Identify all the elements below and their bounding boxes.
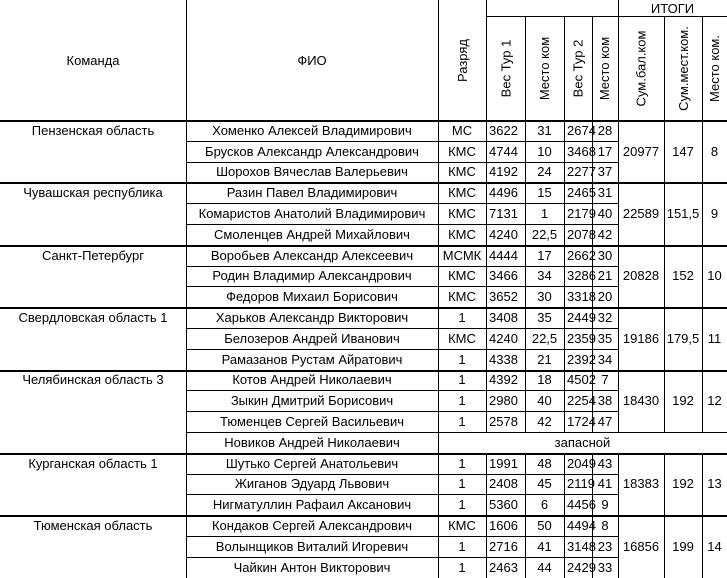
header-divider <box>618 16 619 120</box>
weight-tour2: 4502 <box>567 372 596 388</box>
column-divider <box>664 245 665 307</box>
header-divider <box>664 16 665 120</box>
athlete-rank: КМС <box>448 185 476 201</box>
column-divider <box>702 453 703 515</box>
row-divider <box>186 266 618 267</box>
place-tour2: 31 <box>597 185 613 201</box>
team-name: Санкт-Петербург <box>42 247 144 263</box>
athlete-rank: 1 <box>458 476 466 492</box>
place-tour1: 45 <box>537 476 552 492</box>
weight-tour1: 1606 <box>489 518 518 534</box>
column-divider <box>564 453 565 515</box>
place-tour1: 21 <box>537 351 552 367</box>
row-divider <box>186 224 618 225</box>
column-divider <box>702 245 703 307</box>
athlete-name: Родин Владимир Александрович <box>212 268 412 284</box>
weight-tour1: 4444 <box>489 247 518 263</box>
athlete-name: Федоров Михаил Борисович <box>226 289 398 305</box>
header-weight2-text: Вес Тур 2 <box>570 39 586 97</box>
column-divider <box>438 307 439 369</box>
weight-tour1: 7131 <box>489 206 518 222</box>
header-place2 <box>592 16 618 120</box>
column-divider <box>702 515 703 577</box>
weight-tour1: 2408 <box>489 476 518 492</box>
column-divider <box>618 370 619 432</box>
header-totals: ИТОГИ <box>650 0 695 16</box>
place-tour1: 30 <box>537 289 552 305</box>
team-name: Пензенская область <box>31 122 155 138</box>
row-divider <box>186 328 618 329</box>
athlete-rank: 1 <box>458 310 466 326</box>
athlete-rank: МСМК <box>442 247 482 263</box>
athlete-rank: 1 <box>458 538 466 554</box>
place-tour1: 18 <box>537 372 552 388</box>
athlete-name: Разин Павел Владимирович <box>226 185 398 201</box>
row-divider <box>186 286 618 287</box>
column-divider <box>486 182 487 244</box>
row-divider <box>186 474 618 475</box>
place-tour2: 37 <box>597 164 613 180</box>
row-divider <box>186 557 618 558</box>
column-divider <box>525 453 526 515</box>
weight-tour2: 4456 <box>567 497 596 513</box>
row-divider <box>186 411 618 412</box>
column-divider <box>618 120 619 182</box>
athlete-name: Шутько Сергей Анатольевич <box>225 455 399 471</box>
team-final-place: 12 <box>707 393 722 409</box>
header-sum-points-text: Сум.бал.ком <box>633 30 649 106</box>
row-divider <box>186 203 618 204</box>
place-tour1: 24 <box>537 164 552 180</box>
header-sum-places-text: Сум.мест.ком. <box>675 25 691 111</box>
team-sum-points: 16856 <box>622 538 660 554</box>
place-tour1: 10 <box>537 143 552 159</box>
row-divider <box>186 162 618 163</box>
place-tour1: 44 <box>537 559 552 575</box>
athlete-rank: КМС <box>448 143 476 159</box>
column-divider <box>186 432 187 453</box>
weight-tour1: 4392 <box>489 372 518 388</box>
place-tour2: 23 <box>597 538 613 554</box>
weight-tour2: 3468 <box>567 143 596 159</box>
column-divider <box>564 120 565 182</box>
athlete-rank: 1 <box>458 393 466 409</box>
column-divider <box>525 182 526 244</box>
place-tour1: 42 <box>537 414 552 430</box>
athlete-name: Кондаков Сергей Александрович <box>211 518 412 534</box>
athlete-rank: 1 <box>458 372 466 388</box>
weight-tour1: 2716 <box>489 538 518 554</box>
column-divider <box>618 453 619 515</box>
column-divider <box>438 515 439 577</box>
weight-tour2: 2449 <box>567 310 596 326</box>
athlete-name: Котов Андрей Николаевич <box>232 372 392 388</box>
column-divider <box>592 370 593 432</box>
place-tour2: 42 <box>597 226 613 242</box>
column-divider <box>592 245 593 307</box>
team-sum-points: 19186 <box>622 330 660 346</box>
athlete-rank: КМС <box>448 164 476 180</box>
weight-tour1: 4338 <box>489 351 518 367</box>
team-sum-places: 147 <box>672 143 694 159</box>
row-divider <box>186 390 618 391</box>
column-divider <box>438 120 439 182</box>
column-divider <box>186 515 187 577</box>
place-tour1: 6 <box>540 497 549 513</box>
header-divider <box>564 16 565 120</box>
place-tour2: 41 <box>597 476 613 492</box>
column-divider <box>438 245 439 307</box>
athlete-name: Харьков Александр Викторович <box>215 310 409 326</box>
weight-tour1: 4240 <box>489 330 518 346</box>
header-team-place <box>702 16 727 120</box>
place-tour2: 20 <box>597 289 613 305</box>
row-divider <box>186 536 618 537</box>
place-tour1: 22,5 <box>531 330 558 346</box>
header-weight1-text: Вес Тур 1 <box>498 39 513 97</box>
header-divider <box>618 16 727 17</box>
column-divider <box>618 245 619 307</box>
weight-tour2: 2254 <box>567 393 596 409</box>
column-divider <box>564 515 565 577</box>
place-tour1: 22,5 <box>531 226 558 242</box>
athlete-name: Рамазанов Рустам Айратович <box>221 351 403 367</box>
weight-tour1: 5360 <box>489 497 518 513</box>
place-tour2: 47 <box>597 414 613 430</box>
place-tour1: 1 <box>540 206 549 222</box>
column-divider <box>664 515 665 577</box>
column-divider <box>525 245 526 307</box>
weight-tour2: 2674 <box>567 122 596 138</box>
column-divider <box>592 120 593 182</box>
weight-tour1: 3652 <box>489 289 518 305</box>
athlete-rank: КМС <box>448 226 476 242</box>
weight-tour2: 4494 <box>567 518 596 534</box>
column-divider <box>592 453 593 515</box>
header-place1-text: Место ком <box>537 36 553 100</box>
column-divider <box>486 370 487 432</box>
header-team-place-text: Место ком. <box>707 34 722 102</box>
header-fio: ФИО <box>297 52 327 68</box>
reserve-label: запасной <box>554 434 611 450</box>
column-divider <box>438 432 439 453</box>
team-final-place: 13 <box>707 476 722 492</box>
team-name: Курганская область 1 <box>28 455 158 471</box>
column-divider <box>564 182 565 244</box>
column-divider <box>702 182 703 244</box>
athlete-rank: КМС <box>448 289 476 305</box>
place-tour1: 15 <box>537 185 552 201</box>
athlete-rank: МС <box>451 122 473 138</box>
place-tour2: 33 <box>597 559 613 575</box>
team-sum-points: 22589 <box>622 206 660 222</box>
athlete-name: Комаристов Анатолий Владимирович <box>198 206 426 222</box>
weight-tour2: 2277 <box>567 164 596 180</box>
weight-tour1: 4192 <box>489 164 518 180</box>
column-divider <box>664 453 665 515</box>
column-divider <box>592 182 593 244</box>
place-tour2: 28 <box>597 122 613 138</box>
weight-tour2: 3286 <box>567 268 596 284</box>
athlete-name: Нигматуллин Рафаил Аксанович <box>212 497 412 513</box>
team-sum-places: 192 <box>672 476 694 492</box>
athlete-name: Белозеров Андрей Иванович <box>224 330 400 346</box>
weight-tour2: 3148 <box>567 538 596 554</box>
header-divider <box>702 16 703 120</box>
column-divider <box>618 307 619 369</box>
weight-tour2: 2049 <box>567 455 596 471</box>
team-sum-places: 192 <box>672 393 694 409</box>
place-tour2: 38 <box>597 393 613 409</box>
header-divider <box>486 16 618 17</box>
header-divider <box>618 0 619 16</box>
column-divider <box>664 307 665 369</box>
column-divider <box>438 182 439 244</box>
header-divider <box>486 0 487 120</box>
place-tour2: 21 <box>597 268 613 284</box>
place-tour1: 35 <box>537 310 552 326</box>
team-name: Челябинская область 3 <box>22 372 164 388</box>
weight-tour2: 2359 <box>567 330 596 346</box>
athlete-name: Смоленцев Андрей Михайлович <box>214 226 410 242</box>
team-name: Чувашская республика <box>23 185 163 201</box>
athlete-name: Воробьев Александр Алексеевич <box>210 247 414 263</box>
column-divider <box>564 307 565 369</box>
team-sum-points: 18383 <box>622 476 660 492</box>
weight-tour1: 2463 <box>489 559 518 575</box>
athlete-name: Брусков Александр Александрович <box>205 143 419 159</box>
weight-tour1: 2578 <box>489 414 518 430</box>
row-divider <box>186 349 618 350</box>
place-tour1: 48 <box>537 455 552 471</box>
weight-tour2: 2465 <box>567 185 596 201</box>
team-name: Свердловская область 1 <box>18 310 168 326</box>
column-divider <box>186 245 187 307</box>
athlete-rank: КМС <box>448 206 476 222</box>
header-place2-text: Место ком <box>597 36 613 100</box>
athlete-rank: КМС <box>448 518 476 534</box>
header-weight2 <box>564 16 592 120</box>
header-place1 <box>525 16 564 120</box>
team-sum-places: 151,5 <box>666 206 700 222</box>
place-tour1: 50 <box>537 518 552 534</box>
place-tour1: 31 <box>537 122 552 138</box>
header-divider <box>592 16 593 120</box>
place-tour2: 30 <box>597 247 613 263</box>
column-divider <box>525 307 526 369</box>
header-sum-points <box>618 16 664 120</box>
athlete-rank: КМС <box>448 330 476 346</box>
header-divider <box>186 0 187 120</box>
athlete-name: Зыкин Дмитрий Борисович <box>230 393 394 409</box>
column-divider <box>618 182 619 244</box>
athlete-name: Тюменцев Сергей Васильевич <box>220 414 404 430</box>
athlete-name: Волынщиков Виталий Игоревич <box>215 538 409 554</box>
header-rank <box>438 0 486 120</box>
column-divider <box>592 515 593 577</box>
row-divider <box>186 494 618 495</box>
column-divider <box>525 370 526 432</box>
column-divider <box>525 515 526 577</box>
athlete-rank: 1 <box>458 497 466 513</box>
place-tour2: 34 <box>597 351 613 367</box>
weight-tour1: 3466 <box>489 268 518 284</box>
column-divider <box>702 307 703 369</box>
place-tour2: 40 <box>597 206 613 222</box>
team-sum-places: 152 <box>672 268 694 284</box>
place-tour2: 17 <box>597 143 613 159</box>
column-divider <box>486 453 487 515</box>
column-divider <box>438 453 439 515</box>
header-divider <box>525 16 526 120</box>
place-tour1: 17 <box>537 247 552 263</box>
column-divider <box>564 245 565 307</box>
column-divider <box>664 370 665 432</box>
column-divider <box>592 307 593 369</box>
weight-tour2: 2179 <box>567 206 596 222</box>
athlete-name: Хоменко Алексей Владимирович <box>212 122 412 138</box>
column-divider <box>438 370 439 432</box>
place-tour2: 43 <box>597 455 613 471</box>
column-divider <box>186 307 187 369</box>
weight-tour2: 2392 <box>567 351 596 367</box>
team-sum-points: 20977 <box>622 143 660 159</box>
place-tour1: 34 <box>537 268 552 284</box>
team-sum-places: 199 <box>672 538 694 554</box>
athlete-rank: 1 <box>458 351 466 367</box>
weight-tour2: 2119 <box>567 476 595 492</box>
place-tour2: 8 <box>601 518 609 534</box>
column-divider <box>664 182 665 244</box>
place-tour1: 41 <box>537 538 552 554</box>
weight-tour1: 3408 <box>489 310 518 326</box>
header-team: Команда <box>66 52 120 68</box>
place-tour2: 9 <box>601 497 609 513</box>
weight-tour2: 2662 <box>567 247 596 263</box>
athlete-rank: 1 <box>458 414 466 430</box>
athlete-rank: 1 <box>458 559 466 575</box>
column-divider <box>664 120 665 182</box>
place-tour1: 40 <box>537 393 552 409</box>
team-sum-points: 18430 <box>622 393 660 409</box>
weight-tour1: 4240 <box>489 226 518 242</box>
row-divider <box>186 141 618 142</box>
header-divider <box>438 0 439 120</box>
team-sum-points: 20828 <box>622 268 660 284</box>
athlete-rank: 1 <box>458 455 466 471</box>
reserve-athlete-name: Новиков Андрей Николаевич <box>224 434 400 450</box>
weight-tour2: 2078 <box>567 226 596 242</box>
header-sum-places <box>664 16 702 120</box>
weight-tour1: 4496 <box>489 185 518 201</box>
weight-tour2: 3318 <box>567 289 596 305</box>
column-divider <box>186 453 187 515</box>
header-rank-text: Разряд <box>454 38 470 82</box>
weight-tour1: 3622 <box>489 122 518 138</box>
column-divider <box>486 307 487 369</box>
column-divider <box>186 370 187 432</box>
athlete-name: Жиганов Эдуард Львович <box>234 476 390 492</box>
column-divider <box>486 120 487 182</box>
weight-tour1: 2980 <box>489 393 518 409</box>
team-final-place: 11 <box>707 330 722 346</box>
team-final-place: 9 <box>710 206 719 222</box>
place-tour2: 32 <box>597 310 613 326</box>
column-divider <box>525 120 526 182</box>
place-tour2: 7 <box>601 372 609 388</box>
column-divider <box>702 120 703 182</box>
column-divider <box>186 182 187 244</box>
weight-tour1: 4744 <box>489 143 518 159</box>
team-final-place: 10 <box>707 268 722 284</box>
column-divider <box>618 515 619 577</box>
team-name: Тюменская область <box>33 518 153 534</box>
team-sum-places: 179,5 <box>666 330 700 346</box>
column-divider <box>186 120 187 182</box>
column-divider <box>486 515 487 577</box>
weight-tour2: 2429 <box>567 559 596 575</box>
athlete-name: Шорохов Вячеслав Валерьевич <box>216 164 408 180</box>
column-divider <box>564 370 565 432</box>
place-tour2: 35 <box>597 330 613 346</box>
team-final-place: 14 <box>707 538 722 554</box>
header-weight1 <box>486 16 525 120</box>
weight-tour2: 1724 <box>567 414 596 430</box>
column-divider <box>702 370 703 432</box>
weight-tour1: 1991 <box>489 455 518 471</box>
column-divider <box>486 245 487 307</box>
athlete-rank: КМС <box>448 268 476 284</box>
athlete-name: Чайкин Антон Викторович <box>233 559 391 575</box>
team-final-place: 8 <box>710 143 719 159</box>
